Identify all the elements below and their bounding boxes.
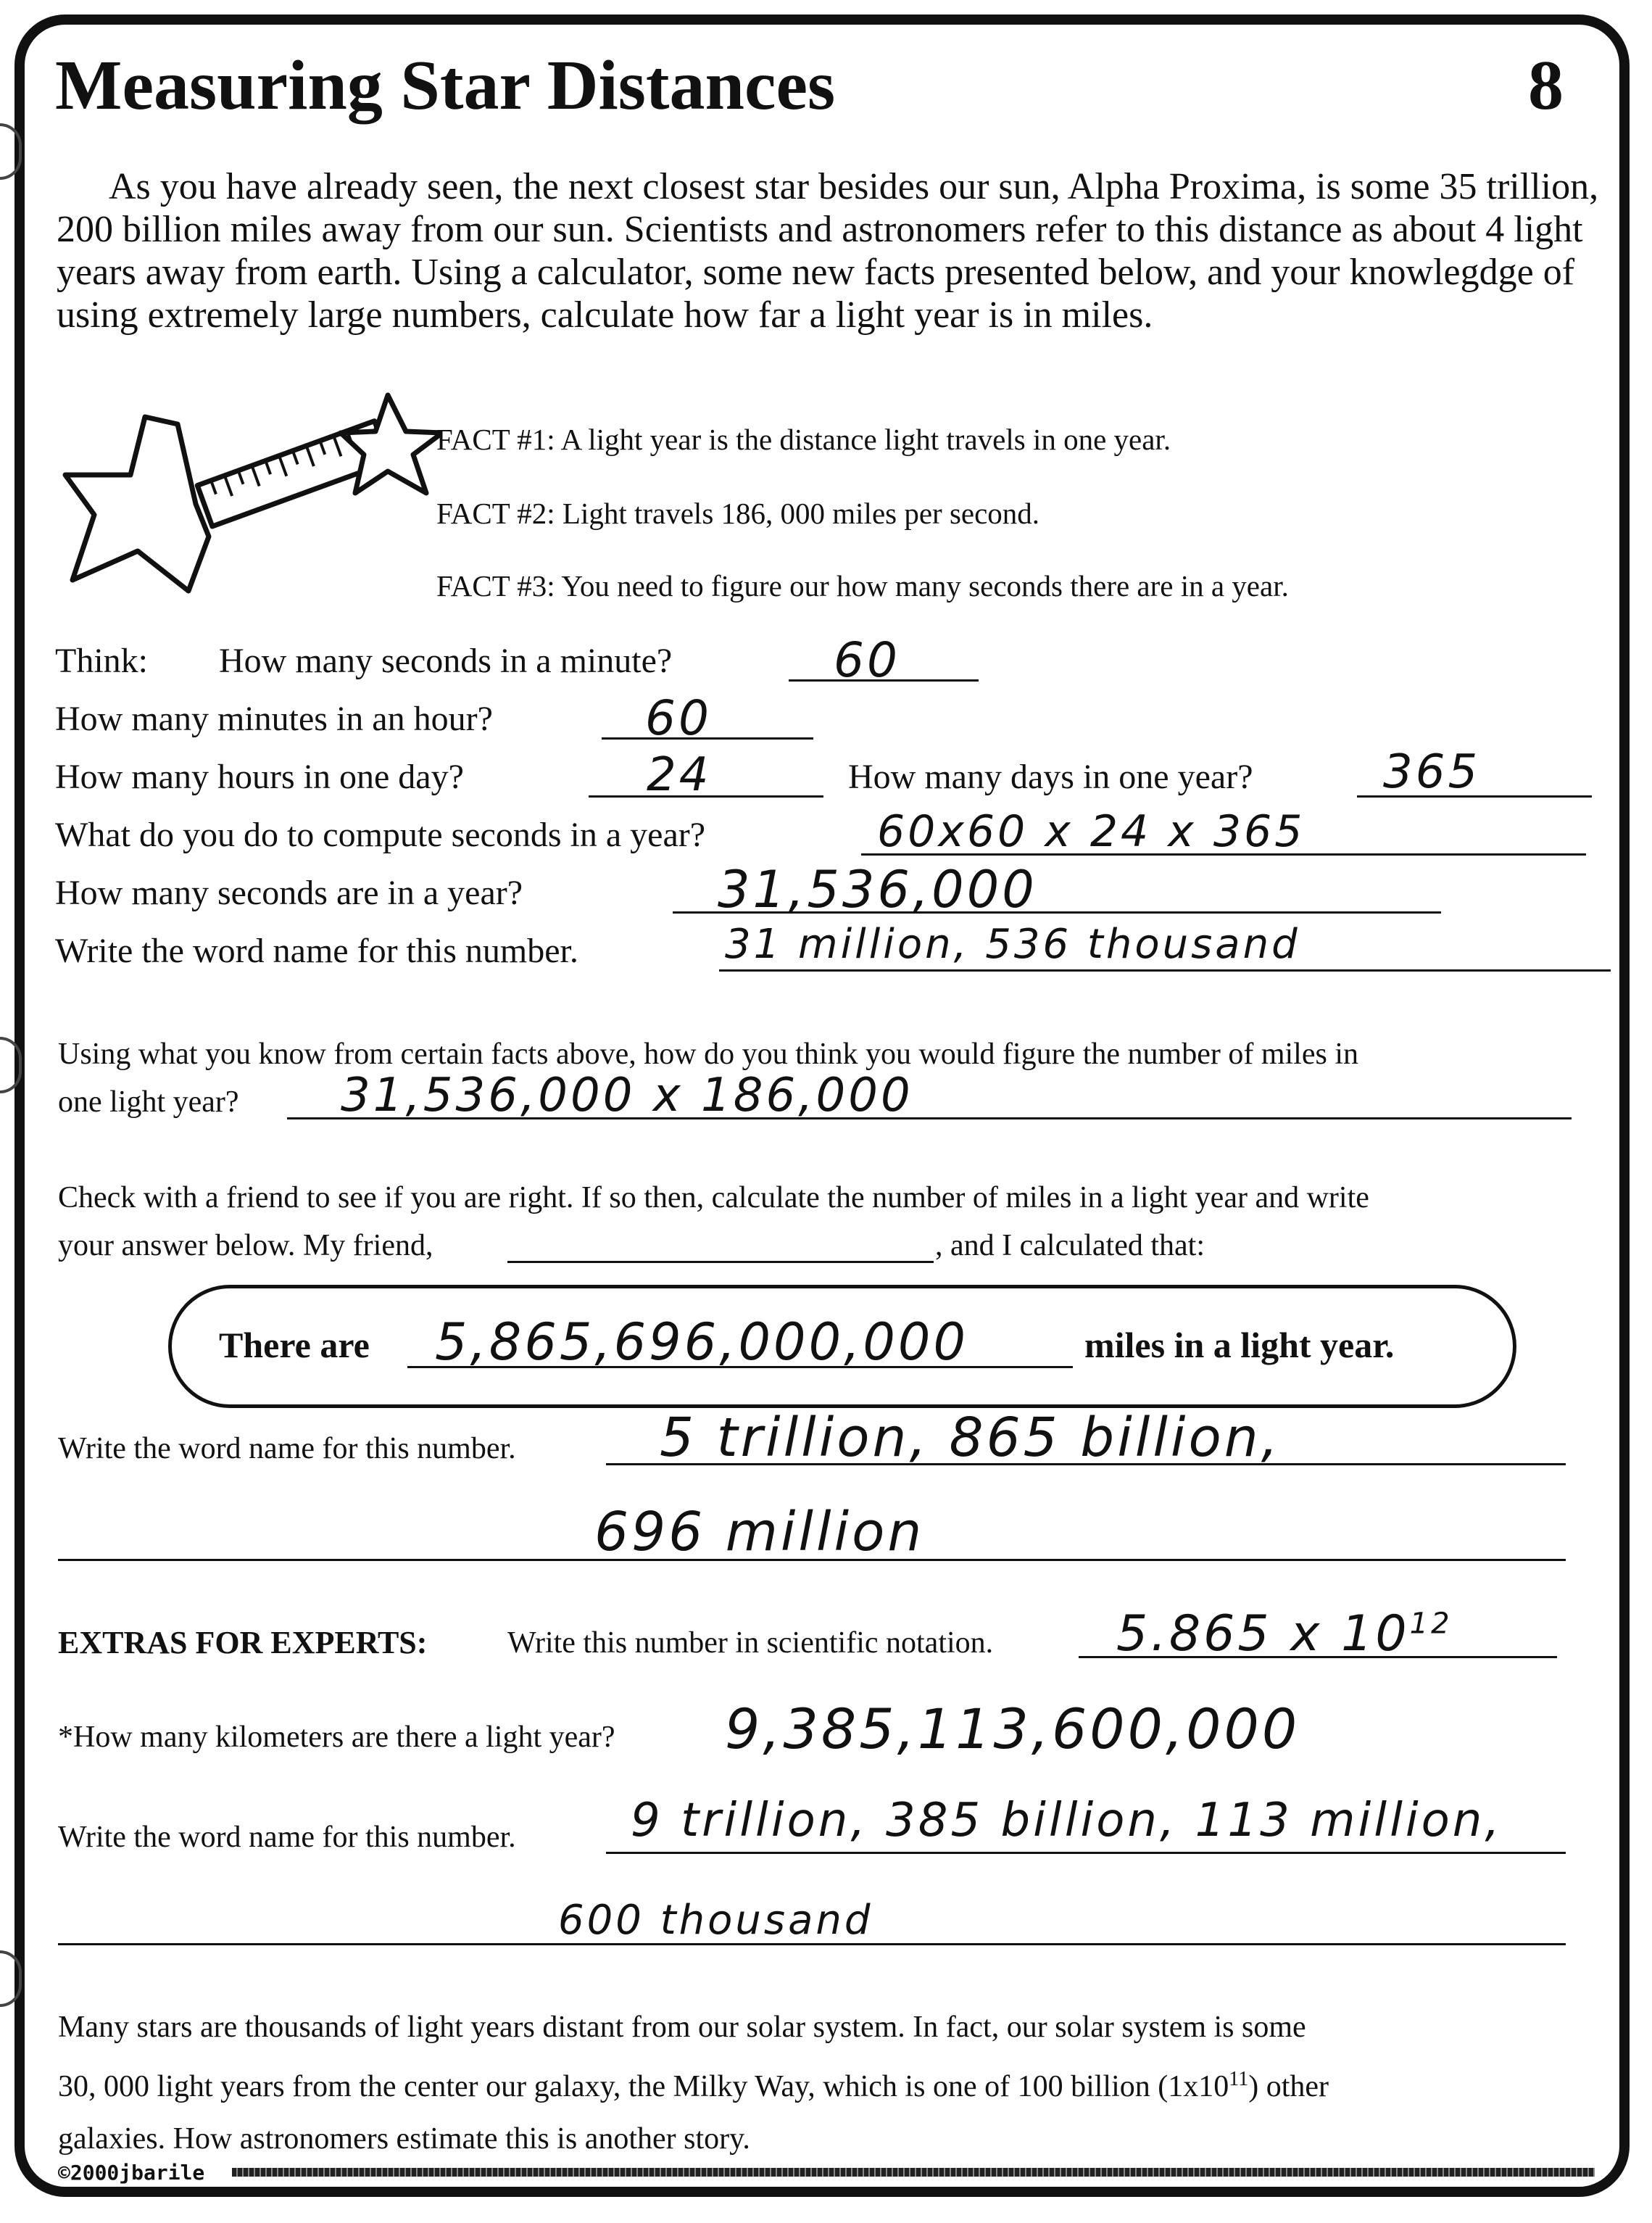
- question-compute: What do you do to compute seconds in a year?: [55, 816, 706, 854]
- miles-in-label: miles in a light year.: [1084, 1325, 1395, 1365]
- question-word-name-2: Write the word name for this number.: [58, 1432, 516, 1465]
- copyright-footer: ©2000jbarile: [58, 2161, 205, 2185]
- answer-minutes-hour: 60: [645, 690, 712, 746]
- answer-km-total: 9,385,113,600,000: [725, 1697, 1300, 1761]
- sci-exponent: 12: [1409, 1607, 1453, 1641]
- there-are-label: There are: [219, 1325, 370, 1365]
- closing-line3: galaxies. How astronomers estimate this is another story.: [58, 2122, 750, 2156]
- answer-word-name: 31 million, 536 thousand: [725, 921, 1300, 968]
- answer-seconds-minute: 60: [834, 632, 900, 688]
- question-using-line1: Using what you know from certain facts above, how do you think you would figure the number of miles in: [58, 1038, 1358, 1071]
- question-days-year: How many days in one year?: [848, 758, 1253, 796]
- question-word-name: Write the word name for this number.: [55, 932, 578, 970]
- footer-bar: [232, 2168, 1595, 2177]
- answer-hours-day: 24: [647, 748, 712, 802]
- fact-2: FACT #2: Light travels 186, 000 miles per second.: [436, 497, 1040, 530]
- answer-miles-formula: 31,536,000 x 186,000: [341, 1069, 913, 1122]
- extras-text: Write this number in scientific notation.: [507, 1626, 994, 1660]
- small-star-icon: [341, 395, 442, 493]
- large-star-icon: [65, 417, 209, 591]
- question-check-line2b: , and I calculated that:: [935, 1229, 1205, 1262]
- answer-line[interactable]: [719, 969, 1611, 972]
- closing-line1: Many stars are thousands of light years distant from our solar system. In fact, our solar system is some: [58, 2011, 1306, 2044]
- sci-base: 5.865 x 10: [1116, 1605, 1410, 1663]
- shooting-star-illustration: [51, 373, 442, 605]
- answer-scientific-notation: [1116, 1605, 1453, 1663]
- question-km: *How many kilometers are there a light year?: [58, 1721, 615, 1754]
- question-check-line1: Check with a friend to see if you are right. If so then, calculate the number of miles in a light year and write: [58, 1181, 1369, 1214]
- answer-seconds-year: 31,536,000: [718, 860, 1037, 919]
- page-number: 8: [1528, 46, 1564, 125]
- question-word-name-3: Write the word name for this number.: [58, 1821, 516, 1854]
- fact-3: FACT #3: You need to figure our how many seconds there are in a year.: [436, 569, 1289, 603]
- friend-name-line[interactable]: [507, 1261, 934, 1263]
- intro-paragraph: As you have already seen, the next closest star besides our sun, Alpha Proxima, is some 35 trillion, 200 billion miles away from our sun. Scientists and astronomers refer to this distance as about 4 light years away from earth. Using a calculator, some new facts presented below, and your knowlegdge of using extremely large numbers, calculate how far a light year is in miles.: [57, 166, 1599, 336]
- question-seconds-minute: How many seconds in a minute?: [219, 642, 673, 680]
- question-check-line2a: your answer below. My friend,: [58, 1229, 433, 1262]
- answer-line[interactable]: [606, 1852, 1566, 1854]
- extras-label: EXTRAS FOR EXPERTS:: [58, 1625, 428, 1660]
- closing-exponent: 11: [1229, 2068, 1249, 2090]
- answer-miles-total: 5,865,696,000,000: [435, 1312, 968, 1372]
- closing-line2a: 30, 000 light years from the center our galaxy, the Milky Way, which is one of 100 billion (1x10: [58, 2070, 1229, 2103]
- question-minutes-hour: How many minutes in an hour?: [55, 700, 493, 738]
- answer-miles-words-1: 5 trillion, 865 billion,: [660, 1407, 1282, 1469]
- question-seconds-year: How many seconds are in a year?: [55, 874, 523, 912]
- answer-miles-words-2: 696 million: [594, 1501, 925, 1563]
- think-label: Think:: [55, 642, 148, 680]
- answer-km-words-2: 600 thousand: [558, 1897, 873, 1944]
- answer-days-year: 365: [1383, 745, 1481, 799]
- closing-line2b: ) other: [1248, 2070, 1329, 2103]
- question-hours-day: How many hours in one day?: [55, 758, 464, 796]
- closing-line2: [58, 2068, 1329, 2104]
- answer-km-words-1: 9 trillion, 385 billion, 113 million,: [631, 1794, 1503, 1847]
- answer-compute: 60x60 x 24 x 365: [877, 806, 1306, 857]
- question-using-line2: one light year?: [58, 1085, 239, 1119]
- page-title: Measuring Star Distances: [55, 46, 836, 125]
- fact-1: FACT #1: A light year is the distance light travels in one year.: [436, 423, 1171, 456]
